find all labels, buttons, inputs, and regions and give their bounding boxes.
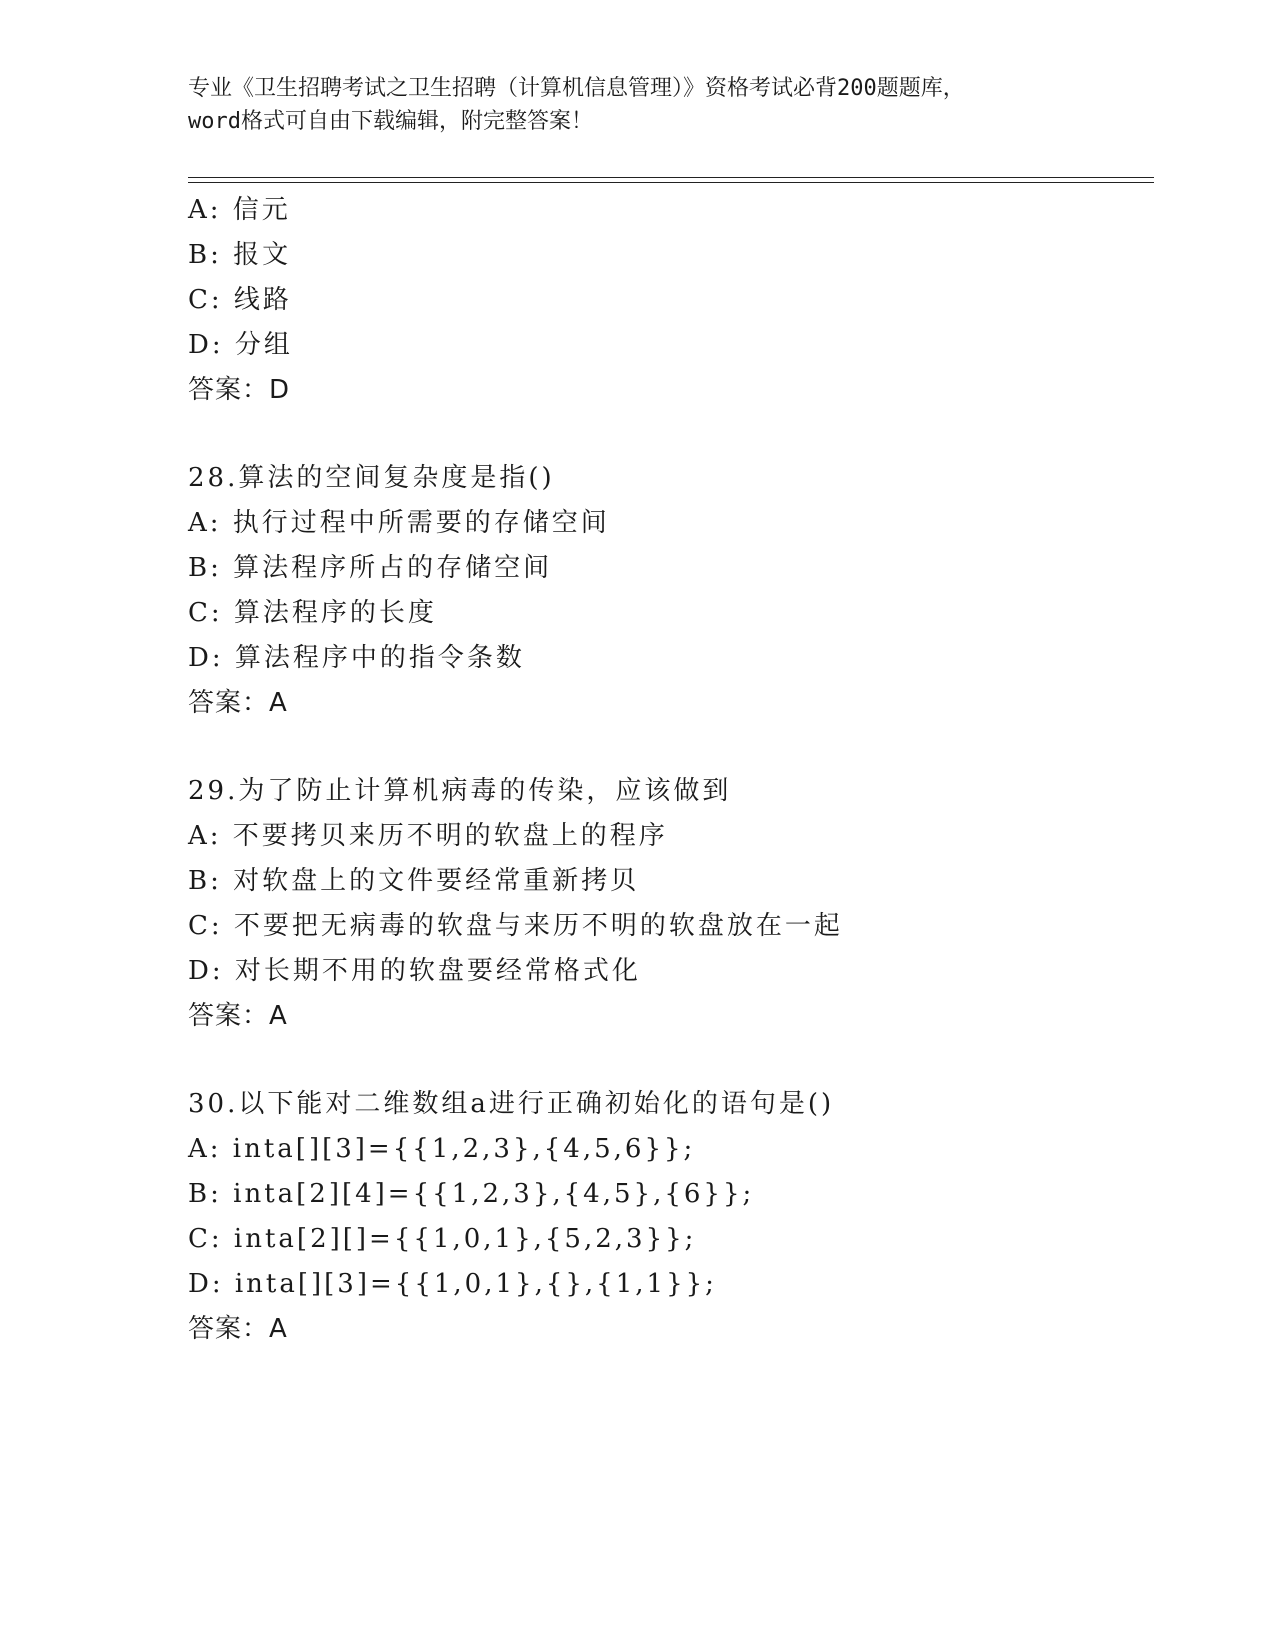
q30-question: 30.以下能对二维数组a进行正确初始化的语句是() [188, 1089, 835, 1119]
q28-option-a: A: 执行过程中所需要的存储空间 [188, 508, 610, 538]
q28-option-b: B: 算法程序所占的存储空间 [188, 553, 553, 583]
q28-option-c: C: 算法程序的长度 [188, 598, 437, 628]
q29-answer: 答案：A [188, 1001, 288, 1031]
q28-option-d: D: 算法程序中的指令条数 [188, 643, 525, 673]
q29-option-c: C: 不要把无病毒的软盘与来历不明的软盘放在一起 [188, 911, 843, 941]
header-divider-top [188, 177, 1154, 178]
q27-answer: 答案：D [188, 375, 291, 405]
document-header [188, 72, 1088, 138]
q27-option-c: C: 线路 [188, 285, 292, 315]
q30-option-d: D: inta[][3]={{1,0,1},{},{1,1}}; [188, 1269, 717, 1299]
q27-option-d: D: 分组 [188, 330, 293, 360]
q28-answer: 答案：A [188, 688, 288, 718]
q30-option-a: A: inta[][3]={{1,2,3},{4,5,6}}; [188, 1134, 696, 1164]
header-divider-bottom [188, 182, 1154, 183]
q30-option-c: C: inta[2][]={{1,0,1},{5,2,3}}; [188, 1224, 697, 1254]
q29-option-d: D: 对长期不用的软盘要经常格式化 [188, 956, 641, 986]
q29-question: 29.为了防止计算机病毒的传染，应该做到 [188, 776, 732, 806]
q30-option-b: B: inta[2][4]={{1,2,3},{4,5},{6}}; [188, 1179, 755, 1209]
q28-question: 28.算法的空间复杂度是指() [188, 463, 555, 493]
q29-option-a: A: 不要拷贝来历不明的软盘上的程序 [188, 821, 668, 851]
q27-option-b: B: 报文 [188, 240, 292, 270]
header-line-1: 专业《卫生招聘考试之卫生招聘（计算机信息管理）》资格考试必背200题题库， [188, 76, 965, 101]
q27-option-a: A: 信元 [188, 195, 291, 225]
q30-answer: 答案：A [188, 1314, 288, 1344]
q29-option-b: B: 对软盘上的文件要经常重新拷贝 [188, 866, 640, 896]
header-line-2: word格式可自由下载编辑，附完整答案！ [188, 109, 593, 134]
